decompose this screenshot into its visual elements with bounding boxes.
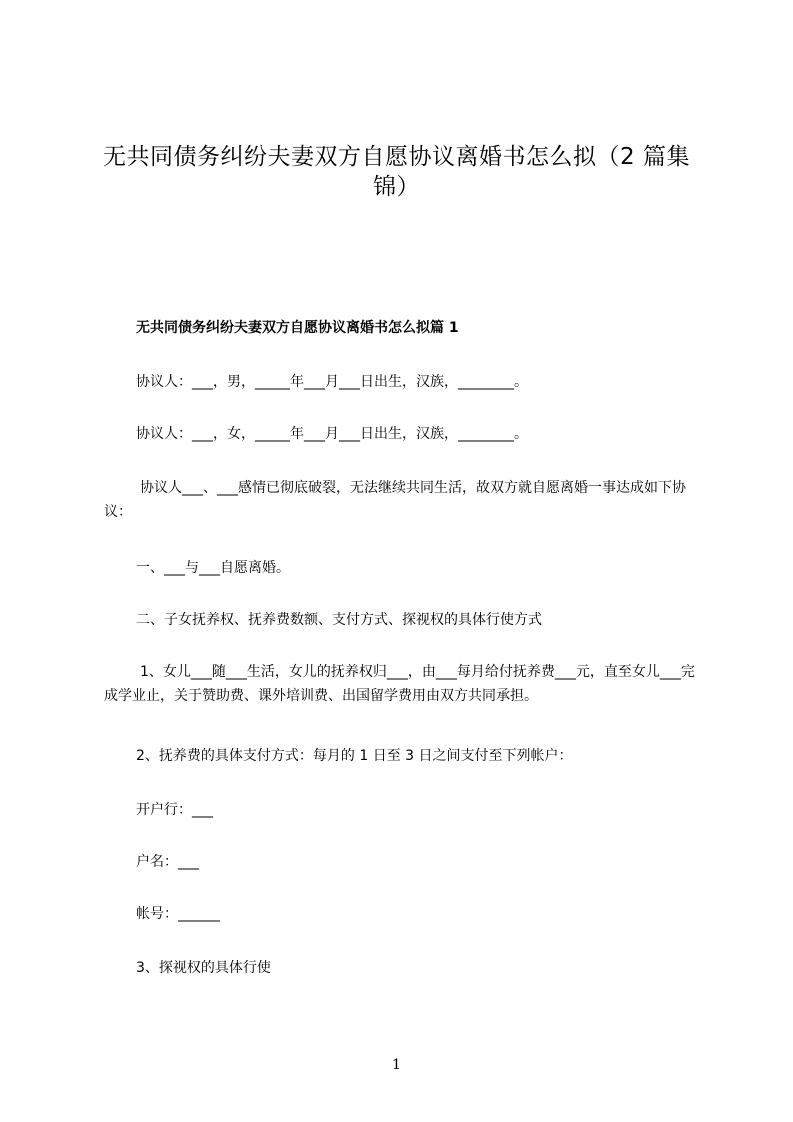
clause-1: 一、___与___自愿离婚。 — [136, 560, 290, 576]
section-heading: 无共同债务纠纷夫妻双方自愿协议离婚书怎么拟篇 1 — [136, 320, 459, 336]
document-title: 无共同债务纠纷夫妻双方自愿协议离婚书怎么拟（2 篇集锦） — [103, 144, 690, 200]
clause-2-heading: 二、子女抚养权、抚养费数额、支付方式、探视权的具体行使方式 — [136, 612, 542, 628]
clause-2-item-3: 3、探视权的具体行使 — [136, 960, 271, 976]
clause-2-item-1: 1、女儿___随___生活，女儿的抚养权归___，由___每月给付抚养费___元，直至女儿___完成学业止，关于赞助费、课外培训费、出国留学费用由双方共同承担。 — [104, 664, 695, 704]
intro-paragraph: 协议人___、___感情已彻底破裂，无法继续共同生活，故双方就自愿离婚一事达成如下协议： — [104, 480, 686, 520]
account-number-line: 帐号：______ — [136, 906, 220, 922]
page-number: 1 — [392, 1057, 401, 1073]
clause-2-item-2: 2、抚养费的具体支付方式：每月的 1 日至 3 日之间支付至下列帐户： — [136, 748, 573, 764]
bank-line: 开户行：___ — [136, 802, 213, 818]
account-name-line: 户名：___ — [136, 854, 199, 870]
party-2-line: 协议人：___，女，_____年___月___日出生，汉族，________。 — [136, 426, 528, 442]
party-1-line: 协议人：___，男，_____年___月___日出生，汉族，________。 — [136, 374, 528, 390]
